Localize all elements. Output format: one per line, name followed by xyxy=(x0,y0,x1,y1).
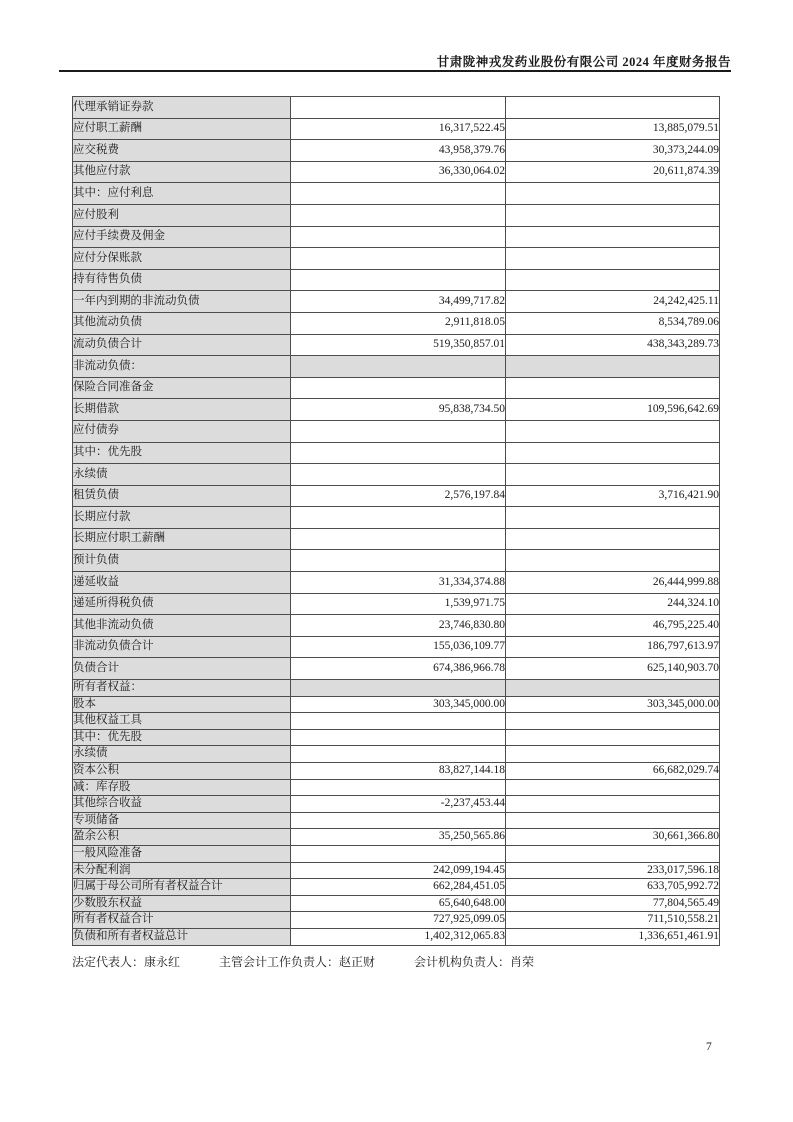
row-label: 其他非流动负债 xyxy=(73,615,291,637)
current-period-value: 1,539,971.75 xyxy=(291,593,506,615)
table-row xyxy=(73,97,720,119)
current-period-value: 35,250,565.86 xyxy=(291,829,506,846)
row-label: 非流动负债合计 xyxy=(73,636,291,658)
current-period-value: 674,386,966.78 xyxy=(291,658,506,680)
prior-period-value xyxy=(506,464,720,486)
current-period-value xyxy=(291,269,506,291)
row-label: 应交税费 xyxy=(73,140,291,162)
table-row xyxy=(73,464,720,486)
table-row xyxy=(73,334,720,356)
current-period-value xyxy=(291,746,506,763)
prior-period-value: 46,795,225.40 xyxy=(506,615,720,637)
table-row xyxy=(73,226,720,248)
prior-period-value xyxy=(506,812,720,829)
table-row xyxy=(73,248,720,270)
row-label: 负债合计 xyxy=(73,658,291,680)
table-row xyxy=(73,291,720,313)
row-label: 应付分保账款 xyxy=(73,248,291,270)
prior-period-value: 77,804,565.49 xyxy=(506,895,720,912)
current-period-value: 519,350,857.01 xyxy=(291,334,506,356)
prior-period-value xyxy=(506,680,720,697)
table-row xyxy=(73,420,720,442)
row-label: 持有待售负债 xyxy=(73,269,291,291)
current-period-value xyxy=(291,248,506,270)
current-period-value: 65,640,648.00 xyxy=(291,895,506,912)
row-label: 应付股利 xyxy=(73,204,291,226)
current-period-value xyxy=(291,845,506,862)
current-period-value xyxy=(291,550,506,572)
prior-period-value xyxy=(506,183,720,205)
current-period-value: 31,334,374.88 xyxy=(291,572,506,594)
legal-representative: 法定代表人：康永红 xyxy=(72,955,181,969)
row-label: 负债和所有者权益总计 xyxy=(73,928,291,945)
table-row xyxy=(73,658,720,680)
row-label: 专项储备 xyxy=(73,812,291,829)
prior-period-value xyxy=(506,845,720,862)
prior-period-value xyxy=(506,248,720,270)
current-period-value xyxy=(291,442,506,464)
current-period-value xyxy=(291,356,506,378)
current-period-value: 16,317,522.45 xyxy=(291,118,506,140)
current-period-value: 1,402,312,065.83 xyxy=(291,928,506,945)
table-row xyxy=(73,528,720,550)
prior-period-value: 244,324.10 xyxy=(506,593,720,615)
row-label: 租赁负债 xyxy=(73,485,291,507)
row-label: 递延所得税负债 xyxy=(73,593,291,615)
row-label: 一般风险准备 xyxy=(73,845,291,862)
current-period-value: -2,237,453.44 xyxy=(291,796,506,813)
table-row xyxy=(73,140,720,162)
prior-period-value: 625,140,903.70 xyxy=(506,658,720,680)
table-row xyxy=(73,161,720,183)
header-rule xyxy=(59,70,731,72)
prior-period-value: 13,885,079.51 xyxy=(506,118,720,140)
row-label: 其中：应付利息 xyxy=(73,183,291,205)
prior-period-value xyxy=(506,729,720,746)
current-period-value xyxy=(291,779,506,796)
prior-period-value: 233,017,596.18 xyxy=(506,862,720,879)
current-period-value: 43,958,379.76 xyxy=(291,140,506,162)
row-label: 盈余公积 xyxy=(73,829,291,846)
current-period-value: 36,330,064.02 xyxy=(291,161,506,183)
report-title: 甘肃陇神戎发药业股份有限公司 2024 年度财务报告 xyxy=(436,55,731,69)
prior-period-value xyxy=(506,796,720,813)
prior-period-value: 8,534,789.06 xyxy=(506,312,720,334)
prior-period-value xyxy=(506,713,720,730)
current-period-value: 2,911,818.05 xyxy=(291,312,506,334)
current-period-value xyxy=(291,713,506,730)
prior-period-value: 186,797,613.97 xyxy=(506,636,720,658)
table-row xyxy=(73,204,720,226)
row-label: 长期借款 xyxy=(73,399,291,421)
current-period-value: 95,838,734.50 xyxy=(291,399,506,421)
row-label: 其他综合收益 xyxy=(73,796,291,813)
table-row xyxy=(73,845,720,862)
row-label: 所有者权益合计 xyxy=(73,912,291,929)
page-number: 7 xyxy=(706,1041,712,1053)
table-row xyxy=(73,312,720,334)
table-row xyxy=(73,879,720,896)
prior-period-value xyxy=(506,779,720,796)
table-row xyxy=(73,746,720,763)
table-row xyxy=(73,442,720,464)
current-period-value xyxy=(291,729,506,746)
row-label: 永续债 xyxy=(73,464,291,486)
prior-period-value: 30,661,366.80 xyxy=(506,829,720,846)
prior-period-value xyxy=(506,420,720,442)
table-row xyxy=(73,485,720,507)
section-header-row xyxy=(73,356,720,378)
prior-period-value xyxy=(506,528,720,550)
row-label: 其他权益工具 xyxy=(73,713,291,730)
prior-period-value xyxy=(506,204,720,226)
table-row xyxy=(73,183,720,205)
current-period-value: 662,284,451.05 xyxy=(291,879,506,896)
row-label: 长期应付款 xyxy=(73,507,291,529)
prior-period-value xyxy=(506,550,720,572)
table-row xyxy=(73,912,720,929)
prior-period-value: 30,373,244.09 xyxy=(506,140,720,162)
row-label: 股本 xyxy=(73,696,291,713)
current-period-value: 155,036,109.77 xyxy=(291,636,506,658)
table-row xyxy=(73,118,720,140)
table-row xyxy=(73,377,720,399)
prior-period-value xyxy=(506,226,720,248)
table-row xyxy=(73,796,720,813)
table-row xyxy=(73,399,720,421)
table-row xyxy=(73,895,720,912)
current-period-value xyxy=(291,226,506,248)
table-row xyxy=(73,550,720,572)
prior-period-value: 1,336,651,461.91 xyxy=(506,928,720,945)
prior-period-value: 303,345,000.00 xyxy=(506,696,720,713)
prior-period-value xyxy=(506,442,720,464)
table-row xyxy=(73,572,720,594)
prior-period-value xyxy=(506,269,720,291)
row-label: 其中：优先股 xyxy=(73,442,291,464)
current-period-value xyxy=(291,183,506,205)
accounting-department-head: 会计机构负责人：肖荣 xyxy=(414,955,535,969)
current-period-value: 727,925,099.05 xyxy=(291,912,506,929)
row-label: 其他应付款 xyxy=(73,161,291,183)
current-period-value: 23,746,830.80 xyxy=(291,615,506,637)
prior-period-value: 711,510,558.21 xyxy=(506,912,720,929)
current-period-value xyxy=(291,204,506,226)
row-label: 所有者权益： xyxy=(73,680,291,697)
row-label: 资本公积 xyxy=(73,763,291,780)
table-row xyxy=(73,812,720,829)
table-row xyxy=(73,829,720,846)
row-label: 归属于母公司所有者权益合计 xyxy=(73,879,291,896)
row-label: 其他流动负债 xyxy=(73,312,291,334)
row-label: 预计负债 xyxy=(73,550,291,572)
row-label: 长期应付职工薪酬 xyxy=(73,528,291,550)
row-label: 应付债券 xyxy=(73,420,291,442)
current-period-value: 83,827,144.18 xyxy=(291,763,506,780)
prior-period-value: 26,444,999.88 xyxy=(506,572,720,594)
row-label: 减：库存股 xyxy=(73,779,291,796)
current-period-value xyxy=(291,507,506,529)
balance-sheet-body xyxy=(73,97,720,946)
row-label: 未分配利润 xyxy=(73,862,291,879)
prior-period-value: 633,705,992.72 xyxy=(506,879,720,896)
table-row xyxy=(73,593,720,615)
row-label: 应付手续费及佣金 xyxy=(73,226,291,248)
row-label: 代理承销证券款 xyxy=(73,97,291,119)
table-row xyxy=(73,696,720,713)
balance-sheet-table xyxy=(72,96,720,946)
prior-period-value xyxy=(506,746,720,763)
current-period-value xyxy=(291,812,506,829)
signatories xyxy=(72,953,732,970)
table-row xyxy=(73,779,720,796)
table-row xyxy=(73,713,720,730)
table-row xyxy=(73,763,720,780)
prior-period-value xyxy=(506,97,720,119)
current-period-value xyxy=(291,680,506,697)
table-row xyxy=(73,862,720,879)
table-row xyxy=(73,269,720,291)
current-period-value: 242,099,194.45 xyxy=(291,862,506,879)
row-label: 永续债 xyxy=(73,746,291,763)
table-row xyxy=(73,507,720,529)
table-row xyxy=(73,729,720,746)
row-label: 递延收益 xyxy=(73,572,291,594)
prior-period-value: 66,682,029.74 xyxy=(506,763,720,780)
prior-period-value: 20,611,874.39 xyxy=(506,161,720,183)
table-row xyxy=(73,636,720,658)
current-period-value: 303,345,000.00 xyxy=(291,696,506,713)
row-label: 一年内到期的非流动负债 xyxy=(73,291,291,313)
current-period-value xyxy=(291,97,506,119)
current-period-value xyxy=(291,464,506,486)
current-period-value: 34,499,717.82 xyxy=(291,291,506,313)
row-label: 少数股东权益 xyxy=(73,895,291,912)
chief-accountant: 主管会计工作负责人：赵正财 xyxy=(219,955,376,969)
prior-period-value: 109,596,642.69 xyxy=(506,399,720,421)
prior-period-value: 3,716,421.90 xyxy=(506,485,720,507)
table-row xyxy=(73,928,720,945)
section-header-row xyxy=(73,680,720,697)
prior-period-value xyxy=(506,356,720,378)
prior-period-value: 24,242,425.11 xyxy=(506,291,720,313)
row-label: 保险合同准备金 xyxy=(73,377,291,399)
row-label: 非流动负债： xyxy=(73,356,291,378)
prior-period-value: 438,343,289.73 xyxy=(506,334,720,356)
current-period-value xyxy=(291,528,506,550)
row-label: 流动负债合计 xyxy=(73,334,291,356)
current-period-value xyxy=(291,377,506,399)
table-row xyxy=(73,615,720,637)
current-period-value: 2,576,197.84 xyxy=(291,485,506,507)
prior-period-value xyxy=(506,377,720,399)
row-label: 应付职工薪酬 xyxy=(73,118,291,140)
row-label: 其中：优先股 xyxy=(73,729,291,746)
prior-period-value xyxy=(506,507,720,529)
current-period-value xyxy=(291,420,506,442)
